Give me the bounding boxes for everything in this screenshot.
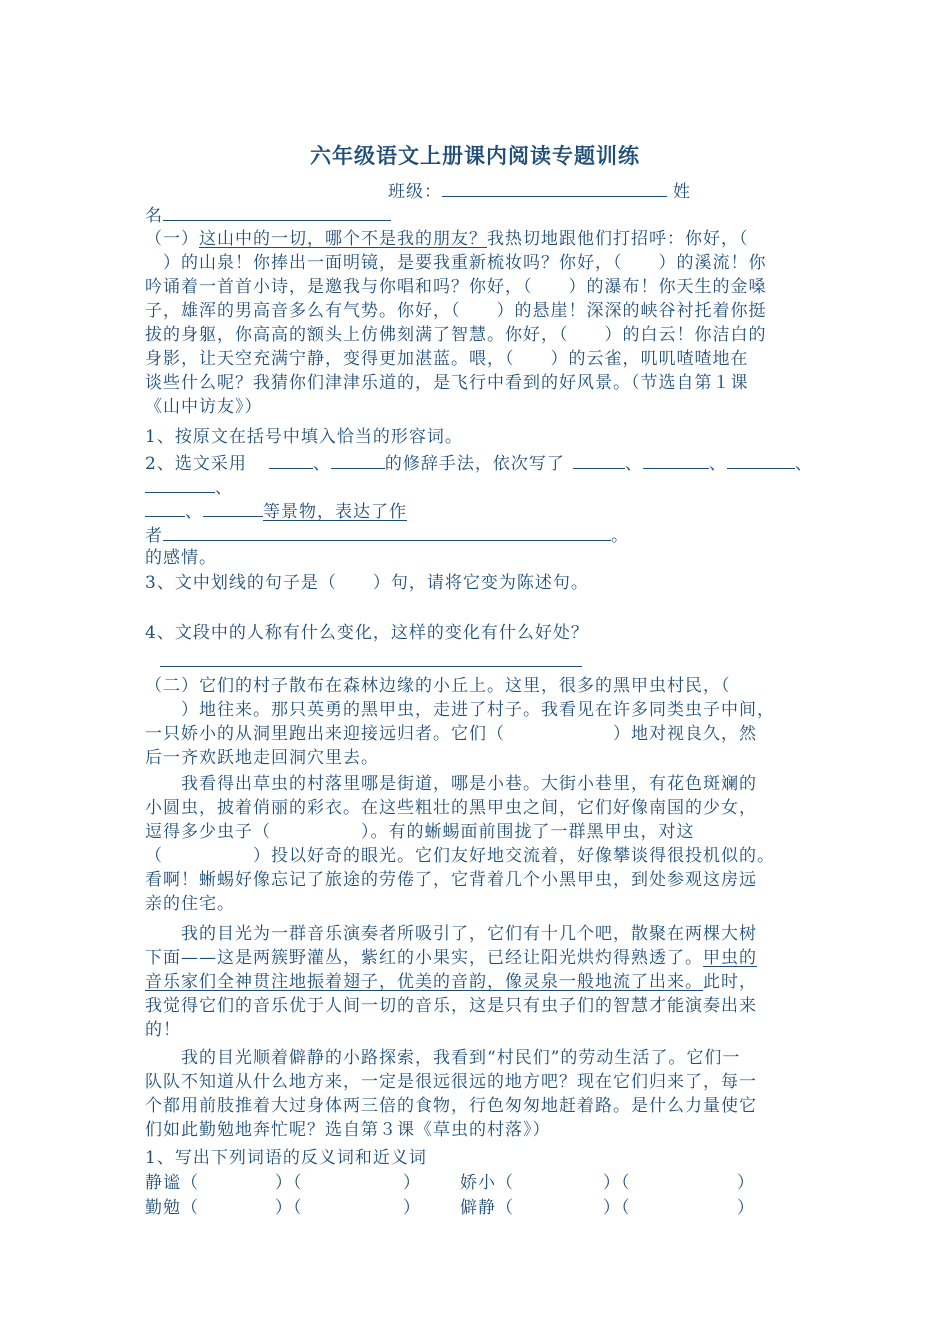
q2-part-d: 、 (624, 454, 643, 474)
s2-p4-line-1: 队队不知道从什么地方来，一定是很远很远的地方吧？现在它们归来了，每一 (145, 1072, 757, 1092)
q2-part-i: 等景物，表达了作 (263, 502, 407, 522)
s2-p4-line-0: 我的目光顺着僻静的小路探索，我看到“村民们”的劳动生活了。它们一 (181, 1048, 741, 1068)
s2-p3-line-1-text: 下面——这是两簇野灌丛，紫红的小果实，已经让阳光烘灼得熟透了。 (145, 948, 703, 968)
word-3-end: ） (403, 1198, 421, 1218)
word-4-sep: ）（ (603, 1198, 631, 1218)
s2-p3-line-0: 我的目光为一群音乐演奏者所吸引了，它们有十几个吧，散聚在两棵大树 (181, 924, 757, 944)
name-label-2: 名 (145, 206, 163, 226)
s1-question-2-line-3 (145, 498, 825, 524)
q2-part-f: 、 (794, 454, 813, 474)
s2-underlined-sentence: 音乐家们全神贯注地振着翅子，优美的音韵，像灵泉一般地流了出来。 (145, 972, 703, 992)
q2-part-h: 、 (185, 502, 203, 522)
q2-blank-8[interactable] (203, 498, 263, 517)
s2-p3-line-3: 我觉得它们的音乐优于人间一切的音乐，这是只有虫子们的智慧才能演奏出来 (145, 996, 757, 1016)
q2-blank-2[interactable] (331, 450, 385, 469)
s1-line-6: 谈些什么呢？我猜你们津津乐道的，是飞行中看到的好风景。（节选自第１课 (145, 373, 749, 393)
s1-underlined-sentence: 这山中的一切，哪个不是我的朋友？ (199, 229, 487, 249)
s1-line-1: ）的山泉！你捧出一面明镜，是要我重新梳妆吗？你好，（ ）的溪流！你 (145, 253, 767, 273)
s2-question-1: 1、写出下列词语的反义词和近义词 (145, 1148, 427, 1168)
word-1-end: ） (403, 1173, 421, 1193)
s2-p2-line-4: 看啊！蜥蜴好像忘记了旅途的劳倦了，它背着几个小黑甲虫，到处参观这房远 (145, 870, 757, 890)
name-blank[interactable] (163, 202, 391, 221)
s1-line-3: 子，雄浑的男高音多么有气势。你好，（ ）的悬崖！深深的峡谷衬托着你挺 (145, 301, 767, 321)
q2-part-b: 、 (312, 454, 331, 474)
q2-blank-9[interactable] (163, 522, 611, 541)
word-2-sep: ）（ (603, 1173, 631, 1193)
word-1-sep: ）（ (275, 1173, 303, 1193)
s1-question-2-line-5: 的感情。 (145, 548, 217, 568)
s1-line-5: 身影，让天空充满宁静，变得更加湛蓝。喂，（ ）的云雀，叽叽喳喳地在 (145, 349, 749, 369)
s1-question-2-line-4 (145, 522, 825, 548)
s1-question-1: 1、按原文在括号中填入恰当的形容词。 (145, 427, 463, 447)
word-1: 静谧（ (145, 1173, 199, 1193)
q2-part-a: 2、选文采用 (145, 454, 247, 474)
class-label: 班级： (388, 182, 442, 202)
s1-line-2: 吟诵着一首首小诗，是邀我与你唱和吗？你好，（ ）的瀑布！你天生的金嗓 (145, 277, 767, 297)
word-4-end: ） (737, 1198, 755, 1218)
word-2-end: ） (737, 1173, 755, 1193)
q2-part-e: 、 (708, 454, 727, 474)
s2-p1-line-1: ）地往来。那只英勇的黑甲虫，走进了村子。我看见在许多同类虫子中间， (145, 700, 775, 720)
s1-line-0-pre: （一） (145, 229, 199, 249)
s1-question-2-line-2 (145, 474, 825, 500)
s1-line-7: 《山中访友》） (145, 397, 263, 417)
word-3: 勤勉（ (145, 1198, 199, 1218)
q4-blank[interactable] (160, 648, 582, 667)
q2-part-g: 、 (215, 478, 233, 498)
s2-p4-line-3: 们如此勤勉地奔忙呢？选自第３课《草虫的村落》） (145, 1120, 551, 1140)
s2-p3-line-1 (145, 946, 825, 970)
s1-q4-answer-line (160, 648, 840, 674)
q2-blank-5[interactable] (727, 450, 795, 469)
q2-part-k: 。 (611, 526, 629, 546)
s2-p1-line-2: 一只娇小的从洞里跑出来迎接远归者。它们（ ）地对视良久，然 (145, 724, 757, 744)
s2-p1-line-3: 后一齐欢跃地走回洞穴里去。 (145, 748, 379, 768)
q2-blank-3[interactable] (573, 450, 625, 469)
s1-question-2 (145, 450, 825, 476)
s2-p3-line-2 (145, 970, 825, 994)
s2-p2-line-5: 亲的住宅。 (145, 894, 235, 914)
s2-p2-line-0: 我看得出草虫的村落里哪是街道，哪是小巷。大街小巷里，有花色斑斓的 (181, 774, 757, 794)
s2-p3-line-4: 的！ (145, 1020, 181, 1040)
class-row (388, 178, 728, 204)
name-row (145, 202, 825, 228)
s1-line-0 (145, 227, 825, 251)
q2-blank-4[interactable] (643, 450, 709, 469)
s1-question-4: 4、文段中的人称有什么变化，这样的变化有什么好处？ (145, 623, 589, 643)
page-title: 六年级语文上册课内阅读专题训练 (310, 143, 640, 168)
q2-blank-1[interactable] (269, 450, 313, 469)
s2-p4-line-2: 个都用前肢推着大过身体两三倍的食物，行色匆匆地赶着路。是什么力量使它 (145, 1096, 757, 1116)
q2-part-c: 的修辞手法，依次写了 (384, 454, 565, 474)
word-4: 僻静（ (460, 1198, 514, 1218)
s2-p3-line-2-post: 此时， (703, 972, 757, 992)
s2-underlined-start: 甲虫的 (703, 948, 757, 968)
class-blank[interactable] (442, 178, 667, 197)
q2-blank-7[interactable] (145, 498, 185, 517)
q2-part-j: 者 (145, 526, 163, 546)
s2-p2-line-2: 逗得多少虫子（ ）。有的蜥蜴面前围拢了一群黑甲虫，对这 (145, 822, 695, 842)
q2-blank-6[interactable] (145, 474, 215, 493)
s2-p1-line-0: （二）它们的村子散布在森林边缘的小丘上。这里，很多的黑甲虫村民，（ (145, 676, 731, 696)
name-label-1: 姓 (673, 182, 691, 202)
s1-line-4: 拔的身躯，你高高的额头上仿佛刻满了智慧。你好，（ ）的白云！你洁白的 (145, 325, 767, 345)
s1-line-0-post: 我热切地跟他们打招呼：你好，（ (487, 229, 749, 249)
s2-p2-line-1: 小圆虫，披着俏丽的彩衣。在这些粗壮的黑甲虫之间，它们好像南国的少女， (145, 798, 757, 818)
s1-question-3: 3、文中划线的句子是（ ）句，请将它变为陈述句。 (145, 573, 589, 593)
word-2: 娇小（ (460, 1173, 514, 1193)
s2-p2-line-3: （ ）投以好奇的眼光。它们友好地交流着，好像攀谈得很投机似的。 (145, 846, 775, 866)
word-3-sep: ）（ (275, 1198, 303, 1218)
